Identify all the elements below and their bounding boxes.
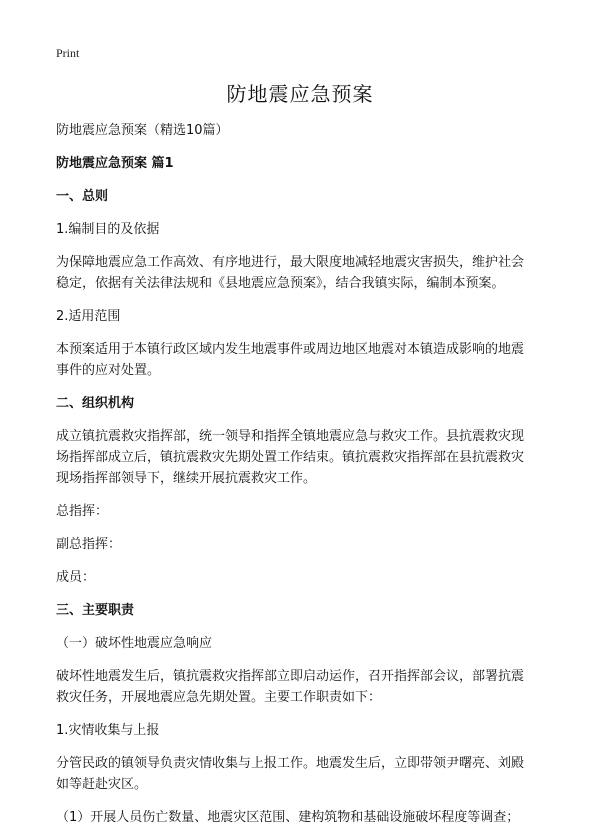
article-heading: 防地震应急预案 篇1 <box>56 156 174 171</box>
document-body <box>56 120 546 828</box>
paragraph-report-subitem-1: （1）开展人员伤亡数量、地震灾区范围、建构筑物和基础设施破坏程度等调查； <box>56 810 520 825</box>
paragraph-response-line-2: 救灾任务，开展地震应急先期处置。主要工作职责如下： <box>56 690 382 705</box>
section-item-report: 1.灾情收集与上报 <box>56 723 160 738</box>
paragraph-scope-line-2: 事件的应对处置。 <box>56 363 161 378</box>
section-subheading-response: （一）破坏性地震应急响应 <box>56 636 213 651</box>
subtitle: 防地震应急预案（精选10篇） <box>56 123 229 138</box>
deputy-commander-label: 副总指挥： <box>56 537 122 552</box>
page-title: 防地震应急预案 <box>226 82 374 106</box>
section-item-scope: 2.适用范围 <box>56 309 121 324</box>
paragraph-organization-line-2: 场指挥部成立后，镇抗震救灾先期处置工作结束。镇抗震救灾指挥部在县抗震救灾 <box>56 450 525 465</box>
paragraph-purpose-line-1: 为保障地震应急工作高效、有序地进行，最大限度地减轻地震灾害损失，维护社会 <box>56 255 525 270</box>
section-heading-organization: 二、组织机构 <box>56 396 135 411</box>
paragraph-organization-line-3: 现场指挥部领导下，继续开展抗震救灾工作。 <box>56 471 317 486</box>
paragraph-report-line-2: 如等赶赴灾区。 <box>56 777 148 792</box>
section-heading-duties: 三、主要职责 <box>56 603 135 618</box>
paragraph-response-line-1: 破坏性地震发生后，镇抗震救灾指挥部立即启动运作，召开指挥部会议，部署抗震 <box>56 669 525 684</box>
print-label[interactable]: Print <box>56 46 80 60</box>
commander-label: 总指挥： <box>56 504 109 519</box>
paragraph-organization-line-1: 成立镇抗震救灾指挥部，统一领导和指挥全镇地震应急与救灾工作。县抗震救灾现 <box>56 429 525 444</box>
paragraph-report-line-1: 分管民政的镇领导负责灾情收集与上报工作。地震发生后，立即带领尹曙亮、刘殿 <box>56 756 525 771</box>
section-item-purpose: 1.编制目的及依据 <box>56 222 160 237</box>
paragraph-purpose-line-2: 稳定，依据有关法律法规和《县地震应急预案》，结合我镇实际，编制本预案。 <box>56 276 505 291</box>
section-heading-general: 一、总则 <box>56 189 109 204</box>
paragraph-scope-line-1: 本预案适用于本镇行政区域内发生地震事件或周边地区地震对本镇造成影响的地震 <box>56 342 525 357</box>
members-label: 成员： <box>56 570 96 585</box>
